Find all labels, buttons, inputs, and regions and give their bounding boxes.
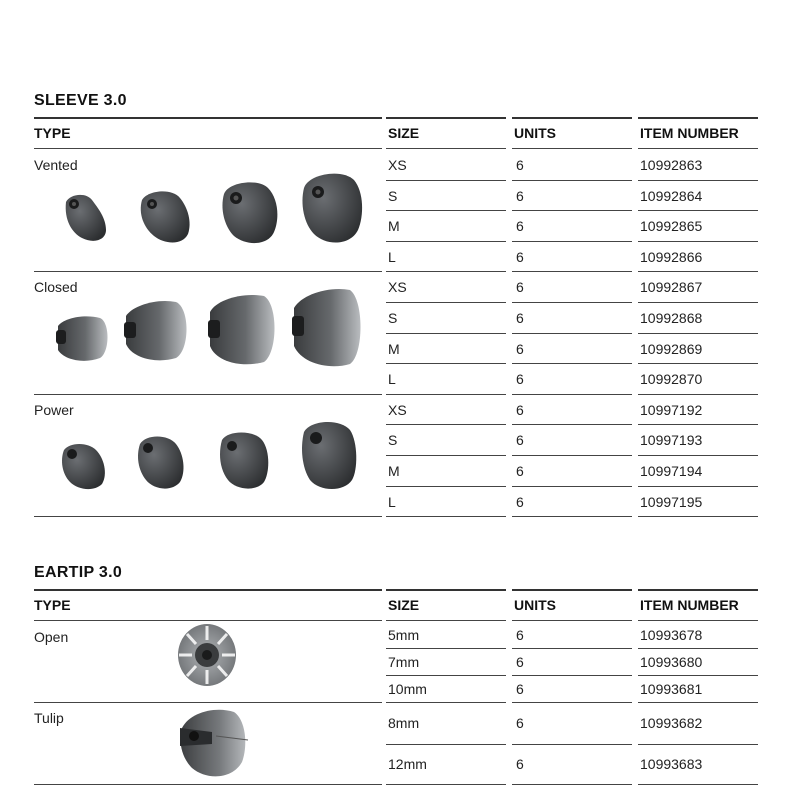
units-cell: 6 [516, 371, 524, 388]
row-divider [638, 363, 758, 364]
eartip-header-units: UNITS [514, 597, 556, 613]
item-number-cell: 10992863 [640, 157, 703, 173]
row-divider [386, 302, 506, 303]
group-divider [638, 784, 758, 785]
group-divider [34, 784, 382, 785]
size-cell: 12mm [388, 756, 427, 772]
row-divider [386, 180, 506, 181]
row-divider [512, 744, 632, 745]
group-divider [34, 702, 382, 703]
row-divider [638, 302, 758, 303]
group-divider [512, 394, 632, 395]
units-cell: 6 [516, 248, 524, 265]
open-eartip-image [176, 622, 238, 688]
eartip-header-bottom-rule [386, 620, 506, 621]
size-cell: S [388, 432, 398, 449]
row-divider [512, 363, 632, 364]
item-number-cell: 10997193 [640, 432, 703, 449]
row-divider [638, 210, 758, 211]
item-number-cell: 10992866 [640, 248, 703, 265]
item-number-cell: 10992865 [640, 218, 703, 235]
row-divider [512, 455, 632, 456]
sleeve-header-bottom-rule [386, 148, 506, 149]
item-number-cell: 10997194 [640, 463, 703, 479]
sleeve-header-rule-item [638, 117, 758, 119]
eartip-section-title: EARTIP 3.0 [34, 564, 123, 581]
group-divider [34, 394, 382, 395]
size-cell: 5mm [388, 627, 420, 643]
group-divider [34, 516, 382, 517]
row-divider [386, 424, 506, 425]
size-cell: M [388, 340, 400, 357]
item-number-cell: 10992868 [640, 310, 703, 326]
vented-sleeve-xs-image [58, 188, 112, 246]
row-divider [386, 363, 506, 364]
eartip-header-type: TYPE [34, 597, 71, 613]
units-cell: 6 [516, 157, 524, 173]
type-label-closed: Closed [34, 279, 78, 296]
sleeve-header-size: SIZE [388, 125, 420, 141]
sleeve-header-units: UNITS [514, 125, 556, 141]
group-divider [638, 516, 758, 517]
sleeve-header-item-number: ITEM NUMBER [640, 125, 739, 141]
closed-sleeve-xs-image [54, 312, 112, 364]
row-divider [512, 210, 632, 211]
size-cell: M [388, 218, 400, 235]
row-divider [638, 180, 758, 181]
sleeve-header-rule-type [34, 117, 382, 119]
group-divider [638, 271, 758, 272]
units-cell: 6 [516, 756, 524, 772]
row-divider [638, 455, 758, 456]
sleeve-header-rule-size [386, 117, 506, 119]
item-number-cell: 10993683 [640, 756, 703, 772]
group-divider [512, 784, 632, 785]
row-divider [638, 333, 758, 334]
eartip-header-rule-type [34, 589, 382, 591]
item-number-cell: 10997192 [640, 401, 703, 418]
size-cell: M [388, 463, 400, 479]
size-cell: XS [388, 157, 407, 173]
power-sleeve-xs-image [58, 440, 110, 492]
size-cell: S [388, 187, 398, 204]
group-divider [638, 702, 758, 703]
row-divider [512, 486, 632, 487]
units-cell: 6 [516, 715, 524, 731]
units-cell: 6 [516, 627, 524, 643]
units-cell: 6 [516, 432, 524, 449]
size-cell: L [388, 371, 396, 388]
vented-sleeve-l-image [298, 170, 364, 248]
row-divider [386, 210, 506, 211]
size-cell: 10mm [388, 681, 427, 697]
sleeve-header-type: TYPE [34, 125, 71, 141]
row-divider [386, 486, 506, 487]
closed-sleeve-l-image [290, 286, 364, 370]
item-number-cell: 10993678 [640, 627, 703, 643]
size-cell: S [388, 310, 398, 326]
item-number-cell: 10992870 [640, 371, 703, 388]
group-divider [386, 394, 506, 395]
eartip-header-bottom-rule [512, 620, 632, 621]
size-cell: L [388, 248, 396, 265]
sleeve-section-title: SLEEVE 3.0 [34, 92, 127, 109]
units-cell: 6 [516, 340, 524, 357]
eartip-header-item-number: ITEM NUMBER [640, 597, 739, 613]
row-divider [512, 333, 632, 334]
group-divider [386, 516, 506, 517]
row-divider [512, 648, 632, 649]
row-divider [512, 241, 632, 242]
units-cell: 6 [516, 218, 524, 235]
power-sleeve-l-image [298, 420, 358, 492]
row-divider [386, 675, 506, 676]
type-label-open: Open [34, 629, 69, 645]
group-divider [386, 784, 506, 785]
item-number-cell: 10992869 [640, 340, 703, 357]
row-divider [638, 648, 758, 649]
row-divider [386, 648, 506, 649]
sleeve-header-bottom-rule [512, 148, 632, 149]
sleeve-header-bottom-rule [34, 148, 382, 149]
type-label-tulip: Tulip [34, 710, 64, 726]
size-cell: XS [388, 279, 407, 296]
row-divider [512, 675, 632, 676]
vented-sleeve-m-image [218, 178, 280, 248]
units-cell: 6 [516, 401, 524, 418]
units-cell: 6 [516, 654, 524, 670]
eartip-header-size: SIZE [388, 597, 420, 613]
row-divider [638, 241, 758, 242]
size-cell: L [388, 493, 396, 510]
row-divider [512, 180, 632, 181]
eartip-header-bottom-rule [638, 620, 758, 621]
row-divider [386, 744, 506, 745]
item-number-cell: 10993680 [640, 654, 703, 670]
row-divider [512, 302, 632, 303]
size-cell: 7mm [388, 654, 420, 670]
sleeve-header-rule-units [512, 117, 632, 119]
units-cell: 6 [516, 279, 524, 296]
type-label-power: Power [34, 401, 74, 418]
sleeve-header-bottom-rule [638, 148, 758, 149]
units-cell: 6 [516, 681, 524, 697]
row-divider [638, 744, 758, 745]
closed-sleeve-m-image [206, 292, 278, 368]
item-number-cell: 10993682 [640, 715, 703, 731]
size-cell: XS [388, 401, 407, 418]
tulip-eartip-image [176, 706, 252, 780]
units-cell: 6 [516, 310, 524, 326]
eartip-header-bottom-rule [34, 620, 382, 621]
row-divider [638, 675, 758, 676]
row-divider [386, 241, 506, 242]
eartip-header-rule-units [512, 589, 632, 591]
group-divider [386, 702, 506, 703]
size-cell: 8mm [388, 715, 420, 731]
power-sleeve-s-image [134, 434, 186, 492]
item-number-cell: 10992867 [640, 279, 703, 296]
row-divider [638, 424, 758, 425]
power-sleeve-m-image [216, 430, 270, 492]
units-cell: 6 [516, 493, 524, 510]
eartip-header-rule-size [386, 589, 506, 591]
row-divider [638, 486, 758, 487]
group-divider [512, 702, 632, 703]
item-number-cell: 10992864 [640, 187, 703, 204]
group-divider [638, 394, 758, 395]
item-number-cell: 10997195 [640, 493, 703, 510]
group-divider [34, 271, 382, 272]
units-cell: 6 [516, 463, 524, 479]
closed-sleeve-s-image [122, 298, 190, 364]
group-divider [386, 271, 506, 272]
row-divider [386, 455, 506, 456]
item-number-cell: 10993681 [640, 681, 703, 697]
vented-sleeve-s-image [136, 186, 194, 248]
group-divider [512, 271, 632, 272]
row-divider [512, 424, 632, 425]
eartip-header-rule-item [638, 589, 758, 591]
group-divider [512, 516, 632, 517]
type-label-vented: Vented [34, 157, 78, 173]
row-divider [386, 333, 506, 334]
units-cell: 6 [516, 187, 524, 204]
